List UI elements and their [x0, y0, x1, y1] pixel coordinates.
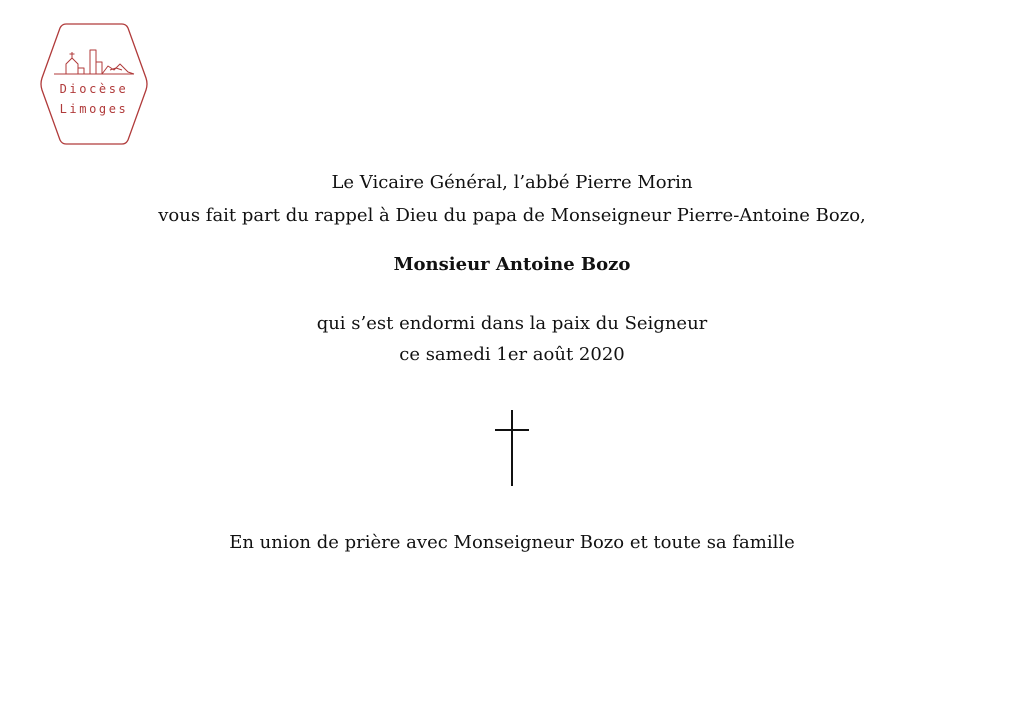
- announcement-line-1: Le Vicaire Général, l’abbé Pierre Morin: [331, 172, 693, 193]
- announcement-date: ce samedi 1er août 2020: [399, 344, 625, 365]
- announcement-line-2: vous fait part du rappel à Dieu du papa de Monseigneur Pierre-Antoine Bozo,: [158, 205, 866, 226]
- cross-icon: [494, 410, 530, 486]
- logo-text-limoges: Limoges: [59, 102, 129, 116]
- church-skyline-icon: [54, 50, 134, 74]
- diocese-logo: [38, 22, 150, 146]
- logo-text-diocese: Diocèse: [59, 82, 129, 96]
- closing-line: En union de prière avec Monseigneur Bozo et toute sa famille: [229, 532, 795, 553]
- deceased-name: Monsieur Antoine Bozo: [393, 254, 631, 275]
- announcement-line-3: qui s’est endormi dans la paix du Seigneur: [316, 313, 708, 334]
